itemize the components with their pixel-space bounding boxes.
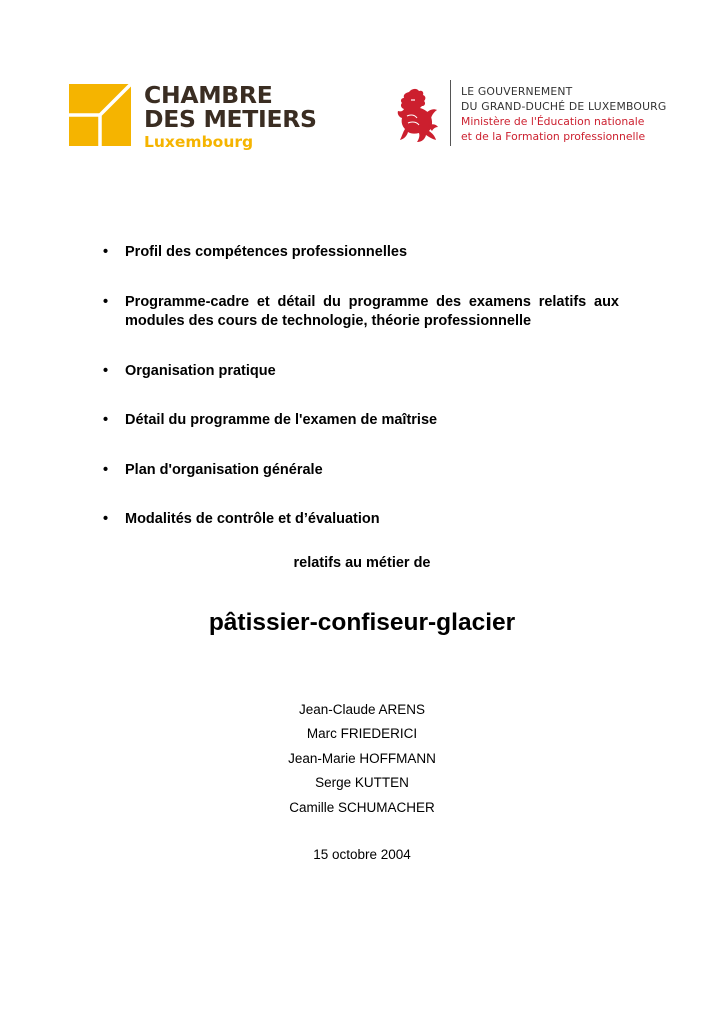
gov-logo-line1: LE GOUVERNEMENT [461, 85, 573, 98]
chambre-logo-line1: CHAMBRE [144, 81, 273, 109]
relatifs-subtitle: relatifs au métier de [293, 555, 431, 571]
list-item-text: Organisation pratique [125, 362, 276, 379]
gov-logo-divider [450, 80, 451, 146]
list-item-text: Modalités de contrôle et d’évaluation [125, 511, 380, 527]
list-item [99, 510, 619, 530]
list-item-text: Détail du programme de l'examen de maîtrise [125, 412, 438, 428]
list-item-text: Programme-cadre et détail du programme des examens relatifs aux modules des cours de technologie, théorie professionnelle [125, 293, 619, 329]
chambre-logo-line3: Luxembourg [144, 133, 254, 151]
authors-list [0, 698, 724, 820]
author-name: Camille SCHUMACHER [289, 799, 435, 815]
gov-logo-line2: DU GRAND-DUCHÉ DE LUXEMBOURG [461, 100, 667, 113]
contents-list [99, 243, 619, 560]
author-name: Jean-Claude ARENS [298, 702, 426, 717]
bullet-icon: • [103, 362, 109, 379]
document-date: 15 octobre 2004 [313, 847, 411, 862]
list-item [99, 362, 619, 382]
author-name: Jean-Marie HOFFMANN [288, 750, 436, 766]
chambre-des-metiers-logo [69, 81, 317, 151]
list-item [99, 411, 619, 431]
list-item [99, 293, 619, 332]
bullet-icon: • [103, 244, 109, 260]
author-name: Serge KUTTEN [315, 775, 409, 791]
list-item [99, 461, 619, 481]
metier-title: pâtissier-confiseur-glacier [208, 609, 516, 636]
list-item-text: Profil des compétences professionnelles [125, 244, 408, 260]
bullet-icon: • [103, 511, 109, 527]
list-item-text: Plan d'organisation générale [125, 461, 323, 478]
gov-logo-ministry-line2: et de la Formation professionnelle [461, 130, 646, 143]
red-lion-icon [395, 86, 439, 144]
bullet-icon: • [103, 293, 109, 310]
list-item [99, 243, 619, 263]
author-name: Marc FRIEDERICI [306, 726, 418, 742]
chambre-logo-line2: DES METIERS [144, 105, 317, 133]
gov-logo-ministry-line1: Ministère de l'Éducation nationale [461, 115, 645, 128]
chambre-logo-mark-icon [69, 84, 131, 146]
government-logo [395, 80, 666, 146]
bullet-icon: • [103, 412, 109, 428]
bullet-icon: • [103, 461, 109, 478]
